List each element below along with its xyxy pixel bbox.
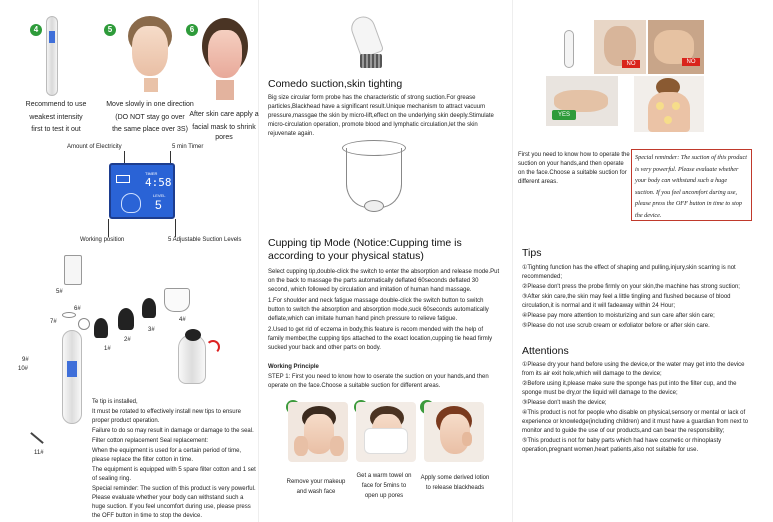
- yes-tag: YES: [552, 110, 576, 120]
- step-badge: 5: [104, 24, 116, 36]
- cupping-cup-image: [342, 140, 406, 224]
- step-caption: After skin care apply a facial mask to shrink pores: [189, 111, 259, 141]
- cupping-back-photo: [634, 76, 704, 132]
- comedo-body: Big size circular form probe has the characteristic of strong suction.For grease particles,Blackhead have a significant result.Unique mechanism to attract vacuum pressure,massgae the skin by micro-lift,effect on the underlying skin deeply.Stimulate micro-circulation operation, promote blood and lymphatic circulation,let the skin rejuvenate again.: [268, 95, 494, 137]
- device-screen: [67, 361, 77, 377]
- device-small-image: [564, 30, 574, 68]
- tip-1: [94, 318, 108, 338]
- column-divider: [258, 0, 259, 522]
- tip-3: [142, 298, 156, 318]
- working-principle-body: STEP 1: First you need to know how to oserate the suction on your hands,and then operate on the face.Choose a suitable suction for different areas.: [268, 374, 489, 389]
- good-use-photo: [546, 76, 618, 126]
- device-screen: [49, 31, 55, 43]
- comedo-probe-image: [344, 16, 382, 72]
- amount-label: Amount of Electricity: [67, 144, 122, 150]
- left-notes: Te tip is installed, It must be rotated to effectively install new tips to ensure proper product operation. Failure to do so may result in damage or damage to the seal. Filter cotton replacement Seal replacement: When the equipment is used for a certain period of time, please replace the filter cotton in time. The equipment is equipped with 5 spare filter cotton and 1 set of sealing ring. Special reminder: The suction of this product is very powerful. Please evaluate whether your body can withstand such a huge suction. If you feel uncomfort during use, please press the OFF button in time to stop the device.: [92, 399, 256, 519]
- step-caption: Remove your makeup and wash face: [286, 479, 346, 495]
- attentions-title: Attentions: [522, 345, 569, 357]
- bad-use-photo-1: [594, 20, 646, 74]
- screen-level: 5: [155, 198, 162, 212]
- tips-list: ①Tighting function has the effect of shaping and pulling,injury,skin scarring is not recommended; ②Please don't press the probe firmly on your skin,the machine has strong suction; ③After skin care,the skin may feel a little tingling and flushed because of blood circulation,it is normal and it will fadeaway within 24 Hour; ④Please pay more attention to moisturizing and sun care after skin care; ⑤Please do not use scrub cream or exfoliator before or after skin care.: [522, 265, 740, 329]
- operate-instruction: First you need to know how to operate the suction on your hands,and then operate on the face.Choose a suitable suction for different areas.: [518, 152, 630, 185]
- device-body: [62, 330, 82, 424]
- device-head-closeup: [178, 334, 206, 384]
- part-label: 9#: [22, 357, 29, 363]
- part-label: 6#: [74, 306, 81, 312]
- part-label: 1#: [104, 346, 111, 352]
- step-badge: 4: [30, 24, 42, 36]
- column-divider: [512, 0, 513, 522]
- cupping-title: Cupping tip Mode (Notice:Cupping time is according to your physical status): [268, 237, 462, 262]
- battery-icon: [116, 175, 130, 183]
- cup-part-4: [164, 288, 190, 312]
- part-label: 4#: [179, 317, 186, 323]
- face-photo: [118, 16, 180, 92]
- step-caption: Get a warm towel on face for 5mins to open up pores: [356, 473, 412, 499]
- tips-title: Tips: [522, 247, 542, 259]
- timer-label: 5 min Timer: [172, 144, 204, 150]
- bad-use-photo-2: [648, 20, 704, 74]
- special-reminder-box: Special reminder: The suction of this product is very powerful. Please evaluate whether your body can withstand such a huge suction. If you feel uncomfort during use, please press the OFF button in time to stop the device.: [631, 149, 752, 221]
- step-badge: 6: [186, 24, 198, 36]
- step-caption: Apply some derived lotion to release blackheads: [420, 475, 490, 491]
- screen-timer-label: TIMER: [145, 171, 158, 176]
- attentions-list: ①Please dry your hand before using the device,or the water may get into the device from its air exit hole,which will damage to the device; ②Before using it,please make sure the sponge has put into the filter cup, and the sponge must be dry,or the liquid will damage to the device; ③Please don't wash the device; ④This product is not for people who disable on physical,sensory or mental or lack of experience or knowledge(including children) and it must have a guardian from next to monitor and to guide the use of our products,and can bear the responsibility; ⑤This product is not for baby parts which had have cosmetic or rhinoplasty operation,pregnant women,heart patients,also not suitable for use.: [522, 362, 749, 453]
- cable: [30, 432, 44, 444]
- levels-label: 5 Adjustable Suction Levels: [168, 237, 242, 243]
- part-label: 2#: [124, 337, 131, 343]
- screen-level-label: LEVEL: [153, 193, 166, 198]
- comedo-title: Comedo suction,skin tighting: [268, 78, 403, 90]
- tip-2: [118, 308, 134, 330]
- part-label: 3#: [148, 327, 155, 333]
- towel-photo: [356, 402, 416, 462]
- step-caption: Move slowly in one direction (DO NOT stay go over the same place over 3S): [106, 101, 194, 133]
- wash-face-photo: [288, 402, 348, 462]
- cupping-body: Select cupping tip,double-click the switch to enter the absorption and release mode.Put on the back to massage the parts automatically deflated 60seconds deflated 30 second, which followed by circulation and imitation of human hand massage. 1.For shoulder and neck fatigue massage double-click the switch button to switch button to switch the absorption and absorption mode,suck 60seconds automatically deflate,which can imitate human hand pinch pressure to relieve fatigue. 2.Used to get rid of eczema in body,this feature is recom mended with the help of family member,the cupping tips attached to the exact location,cupping tie head firmly sucked your back and other parts on body.: [268, 269, 500, 351]
- no-tag: NO: [622, 60, 640, 68]
- screen-time: 4:58: [145, 176, 172, 189]
- rotate-arrow-icon: [206, 340, 220, 354]
- part-label: 11#: [34, 450, 44, 456]
- seal-ring: [78, 318, 90, 330]
- part-label: 7#: [50, 319, 57, 325]
- working-label: Working position: [80, 237, 125, 243]
- no-tag: NO: [682, 58, 700, 66]
- working-principle-title: Working Principle: [268, 364, 319, 370]
- step-caption: Recommend to use weakest intensity first to test it out: [25, 101, 87, 133]
- device-image: [46, 16, 58, 96]
- part-label: 5#: [56, 289, 63, 295]
- mask-photo: [196, 18, 252, 100]
- part-label: 10#: [18, 366, 29, 372]
- cup-part-5: [64, 255, 82, 285]
- face-outline-icon: [121, 193, 141, 213]
- seal-ring: [62, 312, 76, 318]
- device-display: [109, 163, 175, 219]
- lotion-photo: [424, 402, 484, 462]
